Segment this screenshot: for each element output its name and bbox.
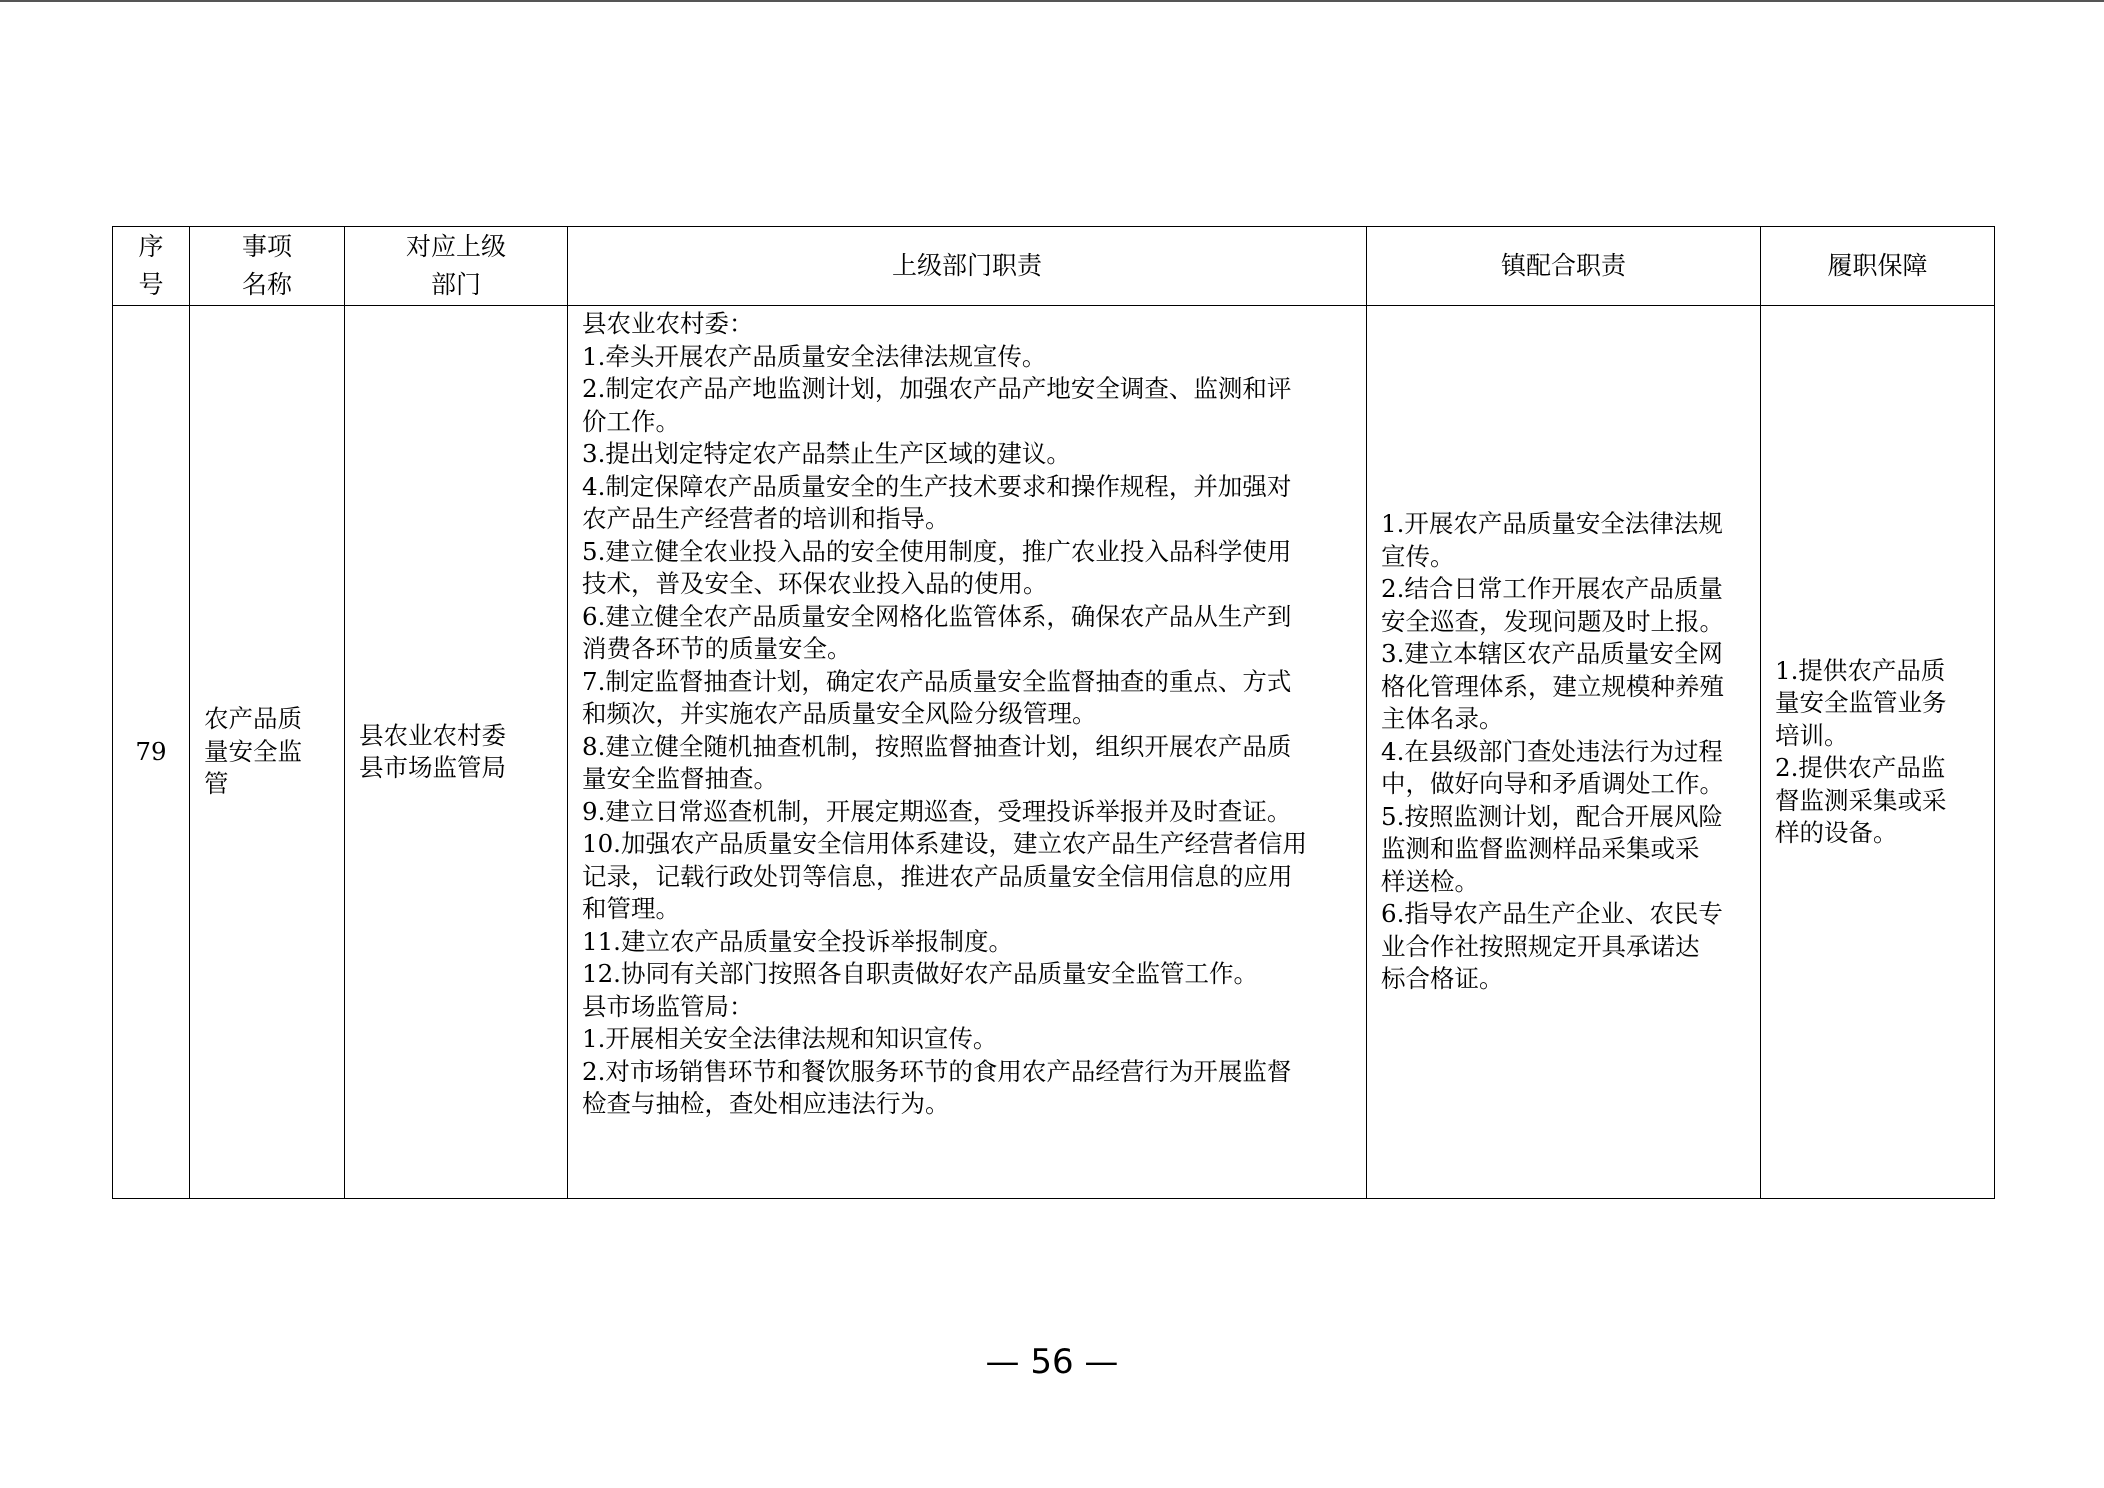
page-number: — 56 — [985,1342,1119,1382]
town-duty-line: 格化管理体系，建立规模种养殖 [1381,671,1724,701]
upper-duty-line: 1.开展相关安全法律法规和知识宣传。 [582,1024,998,1053]
page-top-border [0,0,2104,2]
item-name-line: 农产品质 [204,704,302,734]
town-duty-line: 2.结合日常工作开展农产品质量 [1381,574,1723,604]
town-duty-line: 业合作社按照规定开具承诺达 [1381,931,1700,961]
town-duty-line: 3.建立本辖区农产品质量安全网 [1381,639,1723,669]
header-item-name [190,227,345,306]
header-no-line-1: 序 [138,232,164,261]
town-duty-line: 5.按照监测计划，配合开展风险 [1381,801,1723,831]
row-guarantee [1761,306,1995,1199]
header-no-line-2: 号 [138,270,164,299]
header-town-duties: 镇配合职责 [1367,227,1761,306]
upper-duty-line: 11.建立农产品质量安全投诉举报制度。 [582,926,1013,956]
table-row [113,306,1995,1199]
upper-duty-line: 4.制定保障农产品质量安全的生产技术要求和操作规程，并加强对 [582,471,1292,501]
upper-duty-line: 8.建立健全随机抽查机制，按照监督抽查计划，组织开展农产品质 [582,731,1292,761]
upper-duty-line: 2.对市场销售环节和餐饮服务环节的食用农产品经营行为开展监督 [582,1056,1292,1086]
upper-duty-line: 9.建立日常巡查机制，开展定期巡查，受理投诉举报并及时查证。 [582,796,1292,826]
guarantee-line: 样的设备。 [1775,818,1898,847]
row-no: 79 [113,306,190,1199]
upper-duty-line: 检查与抽检，查处相应违法行为。 [582,1089,950,1118]
header-upper-dept-line-1: 对应上级 [405,232,506,261]
row-upper-dept [345,306,568,1199]
town-duty-line: 中，做好向导和矛盾调处工作。 [1381,769,1724,799]
item-name-line: 量安全监 [204,736,302,766]
header-item-name-line-2: 名称 [241,270,292,299]
town-duty-line: 6.指导农产品生产企业、农民专 [1381,899,1723,929]
town-duty-line: 主体名录。 [1381,704,1504,734]
upper-duty-line: 5.建立健全农业投入品的安全使用制度，推广农业投入品科学使用 [582,536,1292,566]
upper-duty-line: 记录，记载行政处罚等信息，推进农产品质量安全信用信息的应用 [582,861,1293,891]
upper-duty-line: 县市场监管局： [582,991,754,1021]
row-town-duties [1367,306,1761,1199]
header-item-name-line-1: 事项 [241,232,292,261]
guarantee-line: 2.提供农产品监 [1775,753,1946,782]
upper-duty-line: 县农业农村委： [582,309,754,338]
item-name-line: 管 [204,769,229,799]
town-duty-line: 样送检。 [1381,866,1479,896]
header-upper-duties: 上级部门职责 [568,227,1367,306]
town-duty-line: 1.开展农产品质量安全法律法规 [1381,509,1723,539]
guarantee-line: 1.提供农产品质 [1775,655,1946,685]
upper-duty-line: 技术，普及安全、环保农业投入品的使用。 [582,569,1048,598]
guarantee-line: 量安全监管业务 [1775,688,1947,717]
upper-dept-line: 县市场监管局 [359,753,506,782]
upper-duty-line: 农产品生产经营者的培训和指导。 [582,504,950,533]
guarantee-line: 督监测采集或采 [1775,785,1947,815]
upper-duty-line: 量安全监督抽查。 [582,764,778,793]
row-upper-duties [568,306,1367,1199]
header-guarantee: 履职保障 [1761,227,1995,306]
header-upper-dept-line-2: 部门 [430,270,481,299]
table-header-row [113,227,1995,306]
upper-duty-line: 价工作。 [582,406,680,436]
upper-duty-line: 和管理。 [582,894,680,923]
upper-duty-line: 2.制定农产品产地监测计划，加强农产品产地安全调查、监测和评 [582,374,1292,403]
upper-duty-line: 12.协同有关部门按照各自职责做好农产品质量安全监管工作。 [582,959,1258,988]
town-duty-line: 监测和监督监测样品采集或采 [1381,834,1700,864]
town-duty-line: 4.在县级部门查处违法行为过程 [1381,736,1723,766]
duty-table [112,226,1995,1199]
town-duty-line: 标合格证。 [1381,964,1504,994]
header-no [113,227,190,306]
upper-duty-line: 消费各环节的质量安全。 [582,634,852,663]
upper-duty-line: 7.制定监督抽查计划，确定农产品质量安全监督抽查的重点、方式 [582,666,1292,696]
town-duty-line: 宣传。 [1381,541,1455,571]
upper-duty-line: 6.建立健全农产品质量安全网格化监管体系，确保农产品从生产到 [582,601,1292,631]
upper-duty-line: 和频次，并实施农产品质量安全风险分级管理。 [582,699,1097,728]
upper-duty-line: 3.提出划定特定农产品禁止生产区域的建议。 [582,439,1071,468]
row-item-name [190,306,345,1199]
upper-duty-line: 10.加强农产品质量安全信用体系建设，建立农产品生产经营者信用 [582,829,1307,858]
guarantee-line: 培训。 [1775,720,1849,750]
town-duty-line: 安全巡查，发现问题及时上报。 [1381,606,1724,636]
upper-dept-line: 县农业农村委 [359,720,506,750]
upper-duty-line: 1.牵头开展农产品质量安全法律法规宣传。 [582,341,1047,371]
header-upper-dept [345,227,568,306]
